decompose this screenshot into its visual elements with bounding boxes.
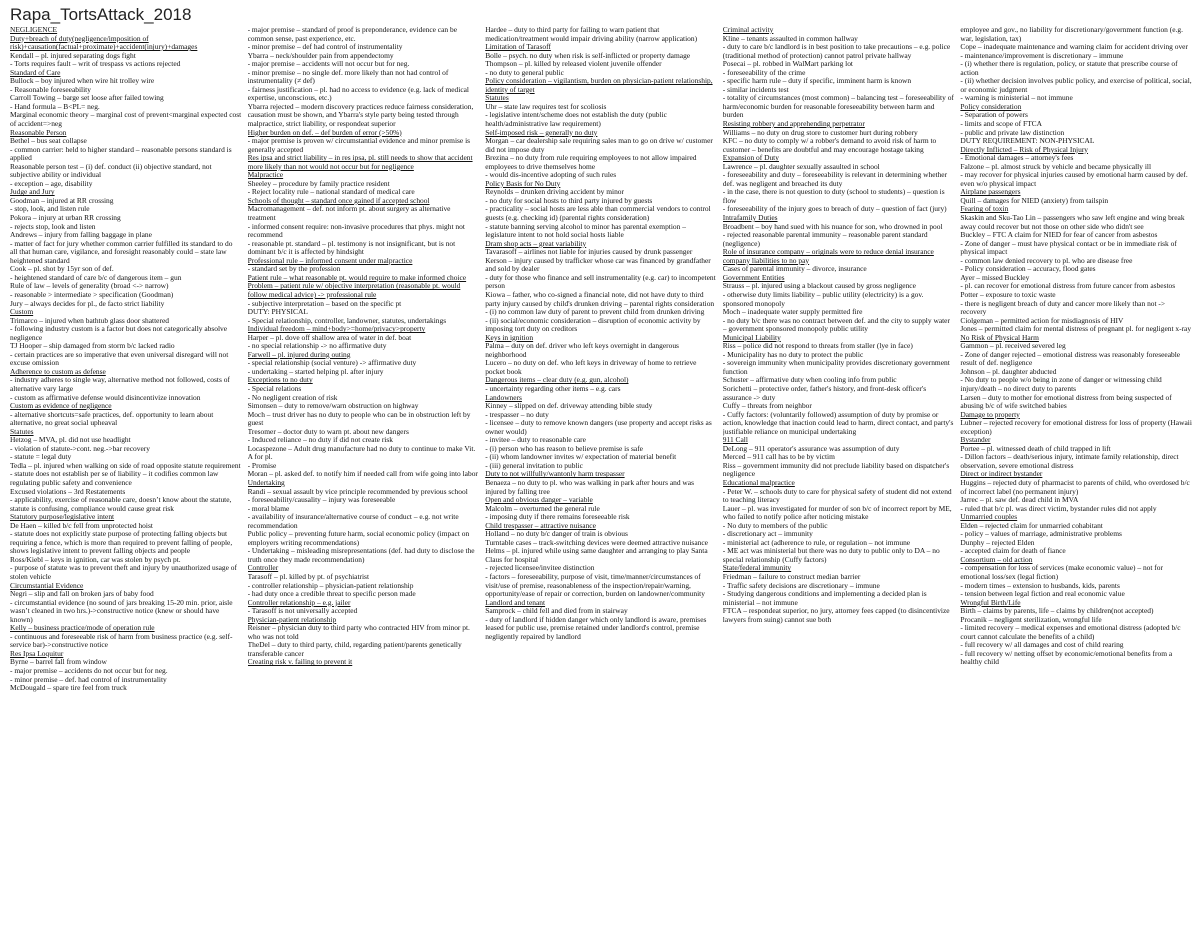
note-line: - major premise – accidents will not occur but for neg. xyxy=(247,59,410,69)
note-line: - totality of circumstances (most common) – balancing test – foreseeability of harm/economic burden for reasonable foreseeability between harm and burden xyxy=(722,93,954,120)
note-line: - Municipality has no duty to protect the public xyxy=(722,349,864,359)
note-line: Cuffy – threats from neighbor xyxy=(722,401,812,411)
note-line: - continuous and foreseeable risk of harm from business practice (e.g. self-service bar)->constructive notice xyxy=(10,631,233,650)
note-line: - maintenance/improvement is discretionary – immune xyxy=(960,50,1124,60)
note-line: Uhr – state law requires test for scoliosis xyxy=(485,101,607,111)
note-line: Hetzog – MVA, pl. did not use headlight xyxy=(10,435,131,445)
section-heading: Judge and Jury xyxy=(10,187,55,197)
section-heading: Damage to property xyxy=(960,409,1020,419)
note-line: Huggins – rejected duty of pharmacist to parents of child, who overdosed b/c of incorrect label (no permanent injury) xyxy=(960,477,1190,496)
section-heading: 911 Call xyxy=(722,435,748,445)
section-heading: Res ipsa and strict liability – in res ipsa, pl. still needs to show that accident more likely than not would not occur but for negligence xyxy=(247,153,473,171)
note-line: Merced – 911 call has to be by victim xyxy=(722,452,835,462)
note-line: - common law denied recovery to pl. who are disease free xyxy=(960,255,1133,265)
note-line: - rejects stop, look and listen xyxy=(10,221,96,231)
note-line: - stop, look, and listen rule xyxy=(10,204,90,214)
note-line: - statute = legal duty xyxy=(10,452,72,462)
note-line: - statute does not explicitly state purpose of protecting falling objects but requiring a fence, which is more than required to prevent falling of people, shows legislative intent to prevent falling objects and people xyxy=(10,529,233,556)
note-line: Larsen – duty to mother for emotional distress from being suspected of abusing b/c of wife switched babies xyxy=(960,392,1172,411)
note-line: Ciolgeman – permitted action for misdiagnosis of HIV xyxy=(960,315,1124,325)
section-heading: Controller relationship – e.g. jailer xyxy=(247,597,351,607)
note-line: Pokora – injury at urban RR crossing xyxy=(10,213,121,223)
note-line: Schuster – affirmative duty when cooling info from public xyxy=(722,375,897,385)
note-line: - (iii) general invitation to public xyxy=(485,460,583,470)
note-line: - (i) person who has reason to believe premise is safe xyxy=(485,443,643,453)
note-line: Kiowa – father, who co-signed a financial note, did not have duty to third party injury caused by child's drunken driving – parental rights consideration xyxy=(485,289,715,308)
note-line: Lauer – pl. was investigated for murder of son b/c of incorrect report by ME, who failed to notify police after noticing mistake xyxy=(722,503,952,522)
note-line: Cope – inadequate maintenance and warning claim for accident driving over xyxy=(960,42,1188,52)
note-line: - matter of fact for jury whether common carrier fulfilled its standard to do all that human care, vigilance, and foresight reasonably could – state law heightened standard xyxy=(10,238,233,265)
section-heading: Fearing of toxin xyxy=(960,204,1009,214)
note-line: - duty of landlord if hidden danger which only landlord is aware, premises leased for public use, premise retained under landlord's control, premise negligently repaired by landlord xyxy=(485,614,707,641)
section-heading: Standard of Care xyxy=(10,67,61,77)
note-line: - in the case, there is not question to duty (school to students) – question is flow xyxy=(722,187,945,205)
note-line: DUTY REQUIREMENT: NON-PHYSICAL xyxy=(960,136,1095,146)
note-line: Dunphy – rejected Elden xyxy=(960,537,1035,547)
note-line: - undertaking – started helping pl. after injury xyxy=(247,366,384,376)
note-line: - foreseeability of the injury goes to breach of duty – question of fact (jury) xyxy=(722,204,947,214)
note-line: - duty for those who finance and sell instrumentality (e.g. car) to incompetent person xyxy=(485,272,716,291)
note-line: - Emotional damages – attorney's fees xyxy=(960,153,1074,163)
note-line: - statute banning serving alcohol to minor has parental exemption – legislature intent to not hold social hosts liable xyxy=(485,221,686,240)
note-line: - (i) whether there is regulation, policy, or statute that prescribe course of action xyxy=(960,59,1178,77)
note-line: - there is negligent breach of duty and cancer more likely than not -> recovery xyxy=(960,298,1166,317)
note-line: Potter – exposure to toxic waste xyxy=(960,289,1056,299)
note-line: Carroll Towing – barge set loose after failed towing xyxy=(10,93,164,103)
note-line: TheDel – duty to third party, child, regarding patient/parents genetically transferable cancer xyxy=(247,640,462,658)
note-line: - compensation for loss of services (make economic value) – not for emotional loss/sex (legal fiction) xyxy=(960,563,1163,581)
note-line: - certain practices are so imperative that even universal disregard will not excuse omission xyxy=(10,349,229,368)
note-line: - accepted claim for death of fiance xyxy=(960,546,1066,556)
note-line: Goodman – injured at RR crossing xyxy=(10,195,114,205)
note-line: DUTY: PHYSICAL xyxy=(247,307,308,317)
note-line: - violation of statute->cont. neg.->bar recovery xyxy=(10,443,150,453)
note-line: - (ii) whether decision involves public policy, and exercise of political, social, or economic judgment xyxy=(960,76,1192,94)
note-line: Bethel – bus seat collapse xyxy=(10,136,87,146)
note-line: Sorichetti – protective order, father's history, and front-desk officer's assurance -> duty xyxy=(722,383,927,402)
note-line: Public policy – preventing future harm, social economic policy (impact on employers writing recommendations) xyxy=(247,529,470,547)
note-line: - practicality – social hosts are less able than commercial vendors to control guests (e.g. checking id) (parental rights consideration) xyxy=(485,204,711,223)
note-line: Benaeza – no duty to pl. who was walking in park after hours and was injured by falling tree xyxy=(485,477,695,496)
note-line: - full recovery w/ netting offset by economic/emotional benefits from a healthy child xyxy=(960,648,1173,667)
notes-column-2 xyxy=(248,26,480,925)
note-line: - Promise xyxy=(247,460,277,470)
section-heading: Adherence to custom as defense xyxy=(10,366,106,376)
note-line: Cases of parental immunity – divorce, insurance xyxy=(722,264,867,274)
note-line: Lawrence – pl. daughter sexually assaulted in school xyxy=(722,161,880,171)
note-line: Randi – sexual assault by vice principle recommended by previous school xyxy=(247,486,468,496)
note-line: Posecai – pl. robbed in WalMart parking lot xyxy=(722,59,854,69)
notes-column-3 xyxy=(485,26,717,925)
note-line: - common carrier: held to higher standard – reasonable persons standard is applied xyxy=(10,144,232,163)
note-line: Locaspezone – Adult drug manufacture had no duty to continue to make Vit. A for pl. xyxy=(247,443,476,462)
note-line: Riss – police did not respond to threats from staller (lye in face) xyxy=(722,341,913,351)
note-line: Hardee – duty to third party for failing to warn patient that medication/treatment would impair driving ability (narrow application) xyxy=(485,26,698,43)
note-line: - applicability, exercise of reasonable care, doesn’t know about the statute, statute is confusing, compliance would cause great risk xyxy=(10,495,232,513)
note-line: - uncertainty regarding other items – e.g. cars xyxy=(485,383,621,393)
section-heading: Unmarried couples xyxy=(960,512,1018,522)
note-line: - Special relations xyxy=(247,383,302,393)
note-line: - Separation of powers xyxy=(960,110,1028,120)
note-line: - following industry custom is a factor but does not categorically absolve negligence xyxy=(10,324,228,342)
note-line: FTCA – respondeat superior, no jury, attorney fees capped (to disincentivize lawyers from suing) cannot sue both xyxy=(722,606,950,624)
note-line: Cook – pl. shot by 15yr son of def. xyxy=(10,264,114,274)
section-heading: Statutes xyxy=(10,426,34,436)
note-line: TJ Hooper – ship damaged from storm b/c lacked radio xyxy=(10,341,175,351)
note-line: - alternative shortcuts=safe practices, def. opportunity to learn about alternative, no great social upheaval xyxy=(10,409,214,428)
note-line: Tedla – pl. injured when walking on side of road opposite statute requirement xyxy=(10,460,241,470)
note-line: - sovereign immunity when municipality provides discretionary government function xyxy=(722,358,950,376)
note-line: - limited recovery – medical expenses and emotional distress (adopted b/c court cannot calculate the benefits of a child) xyxy=(960,623,1181,641)
note-line: - otherwise duty limits liability – public utility (electricity) is a gov. sponsored monopoly xyxy=(722,289,924,308)
note-line: Kline – tenants assaulted in common hallway xyxy=(722,33,858,43)
section-heading: Individual freedom – mind+body>=home/privacy>property xyxy=(247,324,426,334)
note-line: McDougald – spare tire feel from truck xyxy=(10,683,127,693)
note-line: Jury – always decides for pl., de facto strict liability xyxy=(10,298,165,308)
section-heading: Dram shop acts – great variability xyxy=(485,238,587,248)
note-line: - No negligent creation of risk xyxy=(247,392,338,402)
note-line: - imposing duty if there remains foreseeable risk xyxy=(485,512,630,522)
note-line: Lubner – rejected recovery for emotional distress for loss of property (Hawaii exception) xyxy=(960,418,1192,436)
note-line: Andrews – injury from falling baggage in plane xyxy=(10,230,152,240)
section-heading: Policy Basis for No Duty xyxy=(485,178,561,188)
note-line: - Studying dangerous conditions and implementing a decided plan is ministerial – not immune xyxy=(722,589,927,607)
note-line: Sheeley – procedure by family practice resident xyxy=(247,178,390,188)
note-line: Byrne – barrel fall from window xyxy=(10,657,107,667)
note-line: - heightened standard of care b/c of dangerous item – gun xyxy=(10,272,182,282)
note-line: Rule of law – levels of generality (broad <-> narrow) xyxy=(10,281,169,291)
note-line: Ross/Kiebl – keys in ignition, car was stolen by psych pt. xyxy=(10,554,181,564)
note-line: Tavarasoff – airlines not liable for injuries caused by drunk passenger xyxy=(485,247,693,257)
note-line: - public and private law distinction xyxy=(960,127,1065,137)
note-line: - invitee – duty to reasonable care xyxy=(485,435,586,445)
note-line: - major premise – standard of proof is preponderance, evidence can be common sense, past experience, etc. xyxy=(247,26,457,43)
section-heading: Landowners xyxy=(485,392,522,402)
note-line: Portee – pl. witnessed death of child trapped in lift xyxy=(960,443,1111,453)
note-line: - subjective interpretation – based on the specific pt xyxy=(247,298,402,308)
note-line: - may recover for physical injuries caused by emotional harm caused by def. even w/o physical impact xyxy=(960,170,1188,188)
note-line: Reisner – physician duty to third party who contracted HIV from minor pt. who was not told xyxy=(247,623,470,641)
note-line: Negri – slip and fall on broken jars of baby food xyxy=(10,589,154,599)
note-line: - rejected licensee/invitee distinction xyxy=(485,563,595,573)
note-line: - discretionary act – immunity xyxy=(722,529,813,539)
section-heading: Farwell – pl. injured during outing xyxy=(247,349,351,359)
note-line: - ruled that b/c pl. was direct victim, bystander rules did not apply xyxy=(960,503,1157,513)
note-line: - foreseeability/causality – injury was foreseeable xyxy=(247,495,396,505)
note-line: Samprock – child fell and died from in stairway xyxy=(485,606,628,616)
note-line: - Undertaking – misleading misrepresentations (def. had duty to disclose the truth once they made recommendation) xyxy=(247,546,475,564)
section-heading: Resisting robbery and apprehending perpetrator xyxy=(722,119,865,129)
section-heading: Open and obvious danger – variable xyxy=(485,495,593,505)
note-line: - pl. can recover for emotional distress from future cancer from asbestos xyxy=(960,281,1176,291)
note-line: - no duty b/c there was no contract between def. and the city to supply water – government sponsored monopoly public utility xyxy=(722,315,950,334)
note-line: Ybarra – neck/shoulder pain from appendectomy xyxy=(247,50,394,60)
note-line: Moran – pl. asked def. to notify him if needed call from wife going into labor xyxy=(247,469,478,479)
note-line: Jones – permitted claim for mental distress of pregnant pl. for negligent x-ray xyxy=(960,324,1192,334)
section-heading: Custom as evidence of negligence xyxy=(10,401,112,411)
notes-columns xyxy=(10,26,1192,925)
note-line: - Torts requires fault – writ of trespass vs actions rejected xyxy=(10,59,181,69)
note-line: Friedman – failure to construct median barrier xyxy=(722,572,861,581)
note-line: DeLong – 911 operator's assurance was assumption of duty xyxy=(722,443,900,453)
section-heading: Government Entities xyxy=(722,272,785,282)
note-line: - foreseeability of the crime xyxy=(722,67,806,77)
section-heading: Policy consideration – vigilantism, burden on physician-patient relationship, identity of target xyxy=(485,76,713,94)
section-heading: Consortium – old action xyxy=(960,554,1033,564)
section-heading: Expansion of Duty xyxy=(722,153,779,163)
note-line: - foreseeability and duty – foreseeability is relevant in determining whether def. was negligent and breached its duty xyxy=(722,170,948,188)
section-heading: Limitation of Tarasoff xyxy=(485,42,551,52)
note-line: Riss – government immunity did not preclude liability based on dispatcher's negligence xyxy=(722,460,950,479)
note-line: Bullock – boy injured when wire hit trolley wire xyxy=(10,76,155,86)
section-heading: Exceptions to no duty xyxy=(247,375,313,385)
note-line: - exception – age, disability xyxy=(10,178,93,188)
note-line: - tension between legal fiction and real economic value xyxy=(960,589,1125,599)
note-line: - rejected reasonable parental immunity – reasonable parent standard (negligence) xyxy=(722,230,928,248)
note-line: Trimarco – injured when bathtub glass door shattered xyxy=(10,315,169,325)
section-heading: Circumstantial Evidence xyxy=(10,580,84,590)
note-line: - fairness justification – pl. had no access to evidence (e.g. lack of medical expertise, unconscious, etc.) xyxy=(247,84,469,103)
note-line: Harper – pl. dove off shallow area of water in def. boat xyxy=(247,332,412,342)
note-line: Bolle – psych. no duty when risk is self-inflicted or property damage xyxy=(485,50,691,60)
note-line: - (ii) social/economic consideration – disruption of economic activity by imposing tort duty on creditors xyxy=(485,315,701,334)
note-line: Marginal economic theory – marginal cost of prevent<marginal expected cost of accident=>neg xyxy=(10,110,242,129)
note-line: - licensee – duty to remove known dangers (use property and accept risks as owner would) xyxy=(485,418,712,436)
note-line: Helms – pl. injured while using same daughter and arranging to play Santa Claus for hospital xyxy=(485,546,708,564)
section-heading: Role of insurance company – originals were to reduce denial insurance company liabilities to no pay xyxy=(722,247,934,265)
section-heading: Professional rule – informed consent under malpractice xyxy=(247,255,413,265)
note-line: - no duty for social hosts to third party injured by guests xyxy=(485,195,653,205)
section-heading: Educational malpractice xyxy=(722,477,795,487)
document-title: Rapa_TortsAttack_2018 xyxy=(10,5,192,24)
notes-column-1 xyxy=(10,26,242,925)
note-line: - custom as affirmative defense would disincentivize innovation xyxy=(10,392,201,402)
section-heading: Statutory purpose/legislative intent xyxy=(10,512,115,522)
section-heading: Schools of thought – standard once gained if accepted school xyxy=(247,195,430,205)
note-line: - (ii) whom landowner invites w/ expectation of material benefit xyxy=(485,452,677,462)
note-line: Lucero – no duty on def. who left keys in driveway of home to retrieve pocket book xyxy=(485,358,697,376)
note-line: - Reject locality rule – national standard of medical care xyxy=(247,187,415,197)
note-line: - Special relationship, controller, landowner, statutes, undertakings xyxy=(247,315,447,325)
section-heading: Bystander xyxy=(960,435,991,445)
note-line: Morgan – car dealership sale requiring sales man to go on drive w/ customer did not impose duty xyxy=(485,136,713,154)
note-line: Reasonable person test – (i) def. conduct (ii) objective standard, not subjective ability or individual xyxy=(10,161,212,180)
note-line: - Hand formula – B<PL= neg. xyxy=(10,101,100,111)
section-heading: Kelly – business practice/mode of operation rule xyxy=(10,623,155,633)
note-line: - standard set by the profession xyxy=(247,264,341,274)
note-line: - Tarasoff is not universally accepted xyxy=(247,606,358,616)
note-line: - no special relationship -> no affirmative duty xyxy=(247,341,387,351)
section-heading: Dangerous items – clear duty (e.g. gun, alcohol) xyxy=(485,375,629,385)
note-line: Quill – damages for NIED (anxiety) from tailspin xyxy=(960,195,1109,205)
section-heading: Controller xyxy=(247,563,279,573)
note-line: Jarrec – pl. saw def. dead child in MVA xyxy=(960,495,1079,505)
section-heading: Statutes xyxy=(485,93,509,103)
note-line: Tarasoff – pl. killed by pt. of psychiatrist xyxy=(247,572,370,581)
section-heading: Keys in ignition xyxy=(485,332,534,342)
note-line: Buckley – FTC A claim for NIED for fear of cancer from asbestos xyxy=(960,230,1158,240)
section-heading: Direct or indirect bystander xyxy=(960,469,1043,479)
section-heading: No Risk of Physical Harm xyxy=(960,332,1039,342)
section-heading: Res Ipsa Loquitur xyxy=(10,648,64,658)
section-heading: Criminal activity xyxy=(722,26,774,34)
note-line: - moral blame xyxy=(247,503,290,513)
note-line: Reynolds – drunken driving accident by minor xyxy=(485,187,624,197)
note-line: - minor premise – no single def. more likely than not had control of instrumentality (≠ def) xyxy=(247,67,449,86)
note-line: - (i) no common law duty of parent to prevent child from drunken driving xyxy=(485,307,705,317)
section-heading: Landlord and tenant xyxy=(485,597,546,607)
note-line: Brezina – no duty from rule requiring employees to not allow impaired employees to drive themselves home xyxy=(485,153,697,171)
section-heading: Malpractice xyxy=(247,170,284,180)
note-line: - major premise – accidents do not occur but for neg. xyxy=(10,666,168,676)
note-line: - had duty once a credible threat to specific person made xyxy=(247,589,416,599)
section-heading: Self-imposed risk – generally no duty xyxy=(485,127,598,137)
notes-column-5 xyxy=(960,26,1192,925)
note-line: Palma – duty on def. driver who left keys overnight in dangerous neighborhood xyxy=(485,341,679,359)
note-line: employee and gov., no liability for discretionary/government function (e.g. war, legislation, tax) xyxy=(960,26,1183,43)
note-line: Broadbent – boy hand sued with his nuance for son, who drowned in pool xyxy=(722,221,943,231)
note-line: - specific harm rule – duty if specific, imminent harm is known xyxy=(722,76,912,86)
note-line: Tresomer – doctor duty to warn pt. about new dangers xyxy=(247,426,409,436)
note-line: - availability of insurance/alternative course of conduct – e.g. not write recommendation xyxy=(247,512,459,530)
section-heading: Intrafamily Duties xyxy=(722,213,778,223)
section-heading: Higher burden on def. – def burden of error (>50%) xyxy=(247,127,402,137)
note-line: KFC – no duty to comply w/ a robber's demand to avoid risk of harm to customer – benefits are doubtful and may encourage hostage taking xyxy=(722,136,937,154)
note-line: Moch – trust driver has no duty to people who can be in obstruction left by guest xyxy=(247,409,471,428)
note-line: Procanik – negligent sterilization, wrongful life xyxy=(960,614,1102,624)
note-line: - Peter W. – schools duty to care for physical safety of student did not extend to teaching literacy xyxy=(722,486,952,505)
notes-column-4 xyxy=(723,26,955,925)
note-line: - duty to care b/c landlord is in best position to take precautions – e.g. police (traditional method of protection) cannot patrol private hallway xyxy=(722,42,951,60)
section-heading: Duty to not willfully/wantonly harm trespasser xyxy=(485,469,625,479)
section-heading: Duty+breach of duty(negligence/imposition of risk)+causation(factual+proximate)+accident(injury)+damages xyxy=(10,33,198,52)
note-line: - would dis-incentive adopting of such rules xyxy=(485,170,617,180)
note-line: - informed consent require: non-invasive procedures that phys. might not recommend xyxy=(247,221,465,240)
section-heading: Undertaking xyxy=(247,477,285,487)
note-line: Elden – rejected claim for unmarried cohabitant xyxy=(960,520,1103,530)
note-line: - purpose of statute was to prevent theft and injury by unauthorized usage of stolen vehicle xyxy=(10,563,237,581)
note-line: - full recovery w/ all damages and cost of child rearing xyxy=(960,640,1124,650)
note-line: Skaskin and Sku-Tao Lin – passengers who saw left engine and wing break away could recover but not those on other side who didn't see xyxy=(960,213,1185,231)
note-line: - modern times – extension to husbands, kids, parents xyxy=(960,580,1120,590)
note-line: Strauss – pl. injured using a blackout caused by gross negligence xyxy=(722,281,916,291)
section-heading: Child trespasser – attractive nuisance xyxy=(485,520,596,530)
note-line: Kendall – pl. injured separating dogs fight xyxy=(10,50,136,60)
note-line: Johnson – pl. daughter abducted xyxy=(960,366,1057,376)
note-line: - Policy consideration – accuracy, flood gates xyxy=(960,264,1096,274)
section-heading: Directly Inflicted – Risk of Physical Injury xyxy=(960,144,1089,154)
note-line: - trespasser – no duty xyxy=(485,409,549,419)
note-line: Ayer – missed Buckley xyxy=(960,272,1030,282)
note-line: - reasonable > intermediate > specification (Goodman) xyxy=(10,289,174,299)
section-heading: Reasonable Person xyxy=(10,127,67,137)
section-heading: Problem – patient rule w/ objective interpretation (reasonable pt. would follow medical advice) -> professional rule xyxy=(247,281,461,299)
note-line: - Zone of danger rejected – emotional distress was reasonably foreseeable result of def. negligence xyxy=(960,349,1181,368)
note-line: - Reasonable foreseeability xyxy=(10,84,91,94)
note-line: - reasonable pt. standard – pl. testimony is not insignificant, but is not dominant b/c it is affected by hindsight xyxy=(247,238,456,257)
note-line: - major premise is proven w/ circumstantial evidence and minor premise is generally accepted xyxy=(247,136,471,154)
note-line: - statute does not establish per se of liability – it codifies common law regulating public safety and convenience xyxy=(10,469,219,487)
note-line: - ME act was ministerial but there was no duty to public only to DA – no special relationship (Cuffy factors) xyxy=(722,546,940,564)
note-line: - Cuffy factors: (voluntarily followed) assumption of duty by promise or action, knowledge that inaction could lead to harm, direct contact, and party's justifiable reliance on municipal undertaking xyxy=(722,409,954,436)
section-heading: Policy consideration xyxy=(960,101,1022,111)
section-heading: Custom xyxy=(10,307,34,317)
note-line: - limits and scope of FTCA xyxy=(960,119,1042,129)
section-heading: Municipal Liability xyxy=(722,332,781,342)
note-line: Thompson – pl. killed by released violent juvenile offender xyxy=(485,59,662,69)
section-heading: Creating risk v. failing to prevent it xyxy=(247,657,353,667)
note-line: - factors – foreseeability, purpose of visit, time/manner/circumstances of visit/use of premise, reasonableness of the inspection/repair/warning, opportunity/ease of repair or correction, burden on landowner/community xyxy=(485,572,705,599)
note-line: - No duty to people w/o being in zone of danger or witnessing child injury/death – no direct duty to parents xyxy=(960,375,1162,393)
note-line: Birth – claims by parents, life – claims by children(not accepted) xyxy=(960,606,1154,616)
note-line: - Dillon factors – death/serious injury, intimate family relationship, direct observation, severe emotional distress xyxy=(960,452,1179,470)
note-line: - controller relationship – physician-patient relationship xyxy=(247,580,414,590)
section-heading: Wrongful Birth/Life xyxy=(960,597,1021,607)
note-line: Kerson – injury caused by trafficker whose car was financed by grandfather and sold by dealer xyxy=(485,255,711,274)
note-line: - ministerial act (adherence to rule, or regulation – not immune xyxy=(722,537,911,547)
note-line: Macromanagement – def. not inform pt. about surgery as alternative treatment xyxy=(247,204,451,223)
note-line: Simonsen – duty to remove/warn obstruction on highway xyxy=(247,401,419,411)
note-line: - industry adheres to single way, alternative method not followed, costs of alternative vary large xyxy=(10,375,230,393)
note-line: Holland – no duty b/c danger of train is obvious xyxy=(485,529,628,539)
section-heading: Physician-patient relationship xyxy=(247,614,337,624)
note-line: - policy – values of marriage, administrative problems xyxy=(960,529,1122,539)
note-line: - warning is ministerial – not immune xyxy=(960,93,1073,103)
note-line: - Induced reliance – no duty if did not create risk xyxy=(247,435,393,445)
note-line: - no duty to general public xyxy=(485,67,564,77)
note-line: - minor premise – def. had control of instrumentality xyxy=(10,674,167,684)
section-heading: Patient rule – what reasonable pt. would require to make informed choice xyxy=(247,272,467,282)
note-line: - legislative intent/scheme does not establish the duty (public health/administrative law requirement) xyxy=(485,110,667,129)
note-line: Malcolm – overturned the general rule xyxy=(485,503,600,513)
note-line: - similar incidents test xyxy=(722,84,789,94)
note-line: Moch – inadequate water supply permitted fire xyxy=(722,307,863,317)
note-line: - No duty to members of the public xyxy=(722,520,828,530)
note-line: - circumstantial evidence (no sound of jars breaking 15-20 min. prior, aisle wasn’t cleaned in two hrs.)->constructive notice (knew or should have known) xyxy=(10,597,233,624)
note-line: Gammon – pl. received severed leg xyxy=(960,341,1066,351)
note-line: - special relationship (social venture) -> affirmative duty xyxy=(247,358,417,368)
note-line: Ybarra rejected – modern discovery practices reduce fairness consideration, causation must be shown, and Ybarra's style party being tested through malpractice, strict liability, or respondeat superior xyxy=(247,101,474,129)
note-line: De Haen – killed b/c fell from unprotected hoist xyxy=(10,520,153,530)
note-line: - minor premise – def had control of instrumentality xyxy=(247,42,403,52)
note-line: - Traffic safety decisions are discretionary – immune xyxy=(722,580,880,590)
note-line: Kinney – slipped on def. driveway attending bible study xyxy=(485,401,653,411)
note-line: Falzone – pl. almost struck by vehicle and became physically ill xyxy=(960,161,1152,171)
note-line: Williams – no duty on drug store to customer hurt during robbery xyxy=(722,127,918,137)
section-heading: NEGLIGENCE xyxy=(10,26,58,34)
section-heading: Airplane passengers xyxy=(960,187,1021,197)
section-heading: State/federal immunity xyxy=(722,563,792,573)
note-line: - Zone of danger – must have physical contact or be in immediate risk of physical impact xyxy=(960,238,1177,257)
note-line: Excused violations – 3rd Restatements xyxy=(10,486,126,496)
note-line: Turntable cases – track-switching devices were deemed attractive nuisance xyxy=(485,537,708,547)
